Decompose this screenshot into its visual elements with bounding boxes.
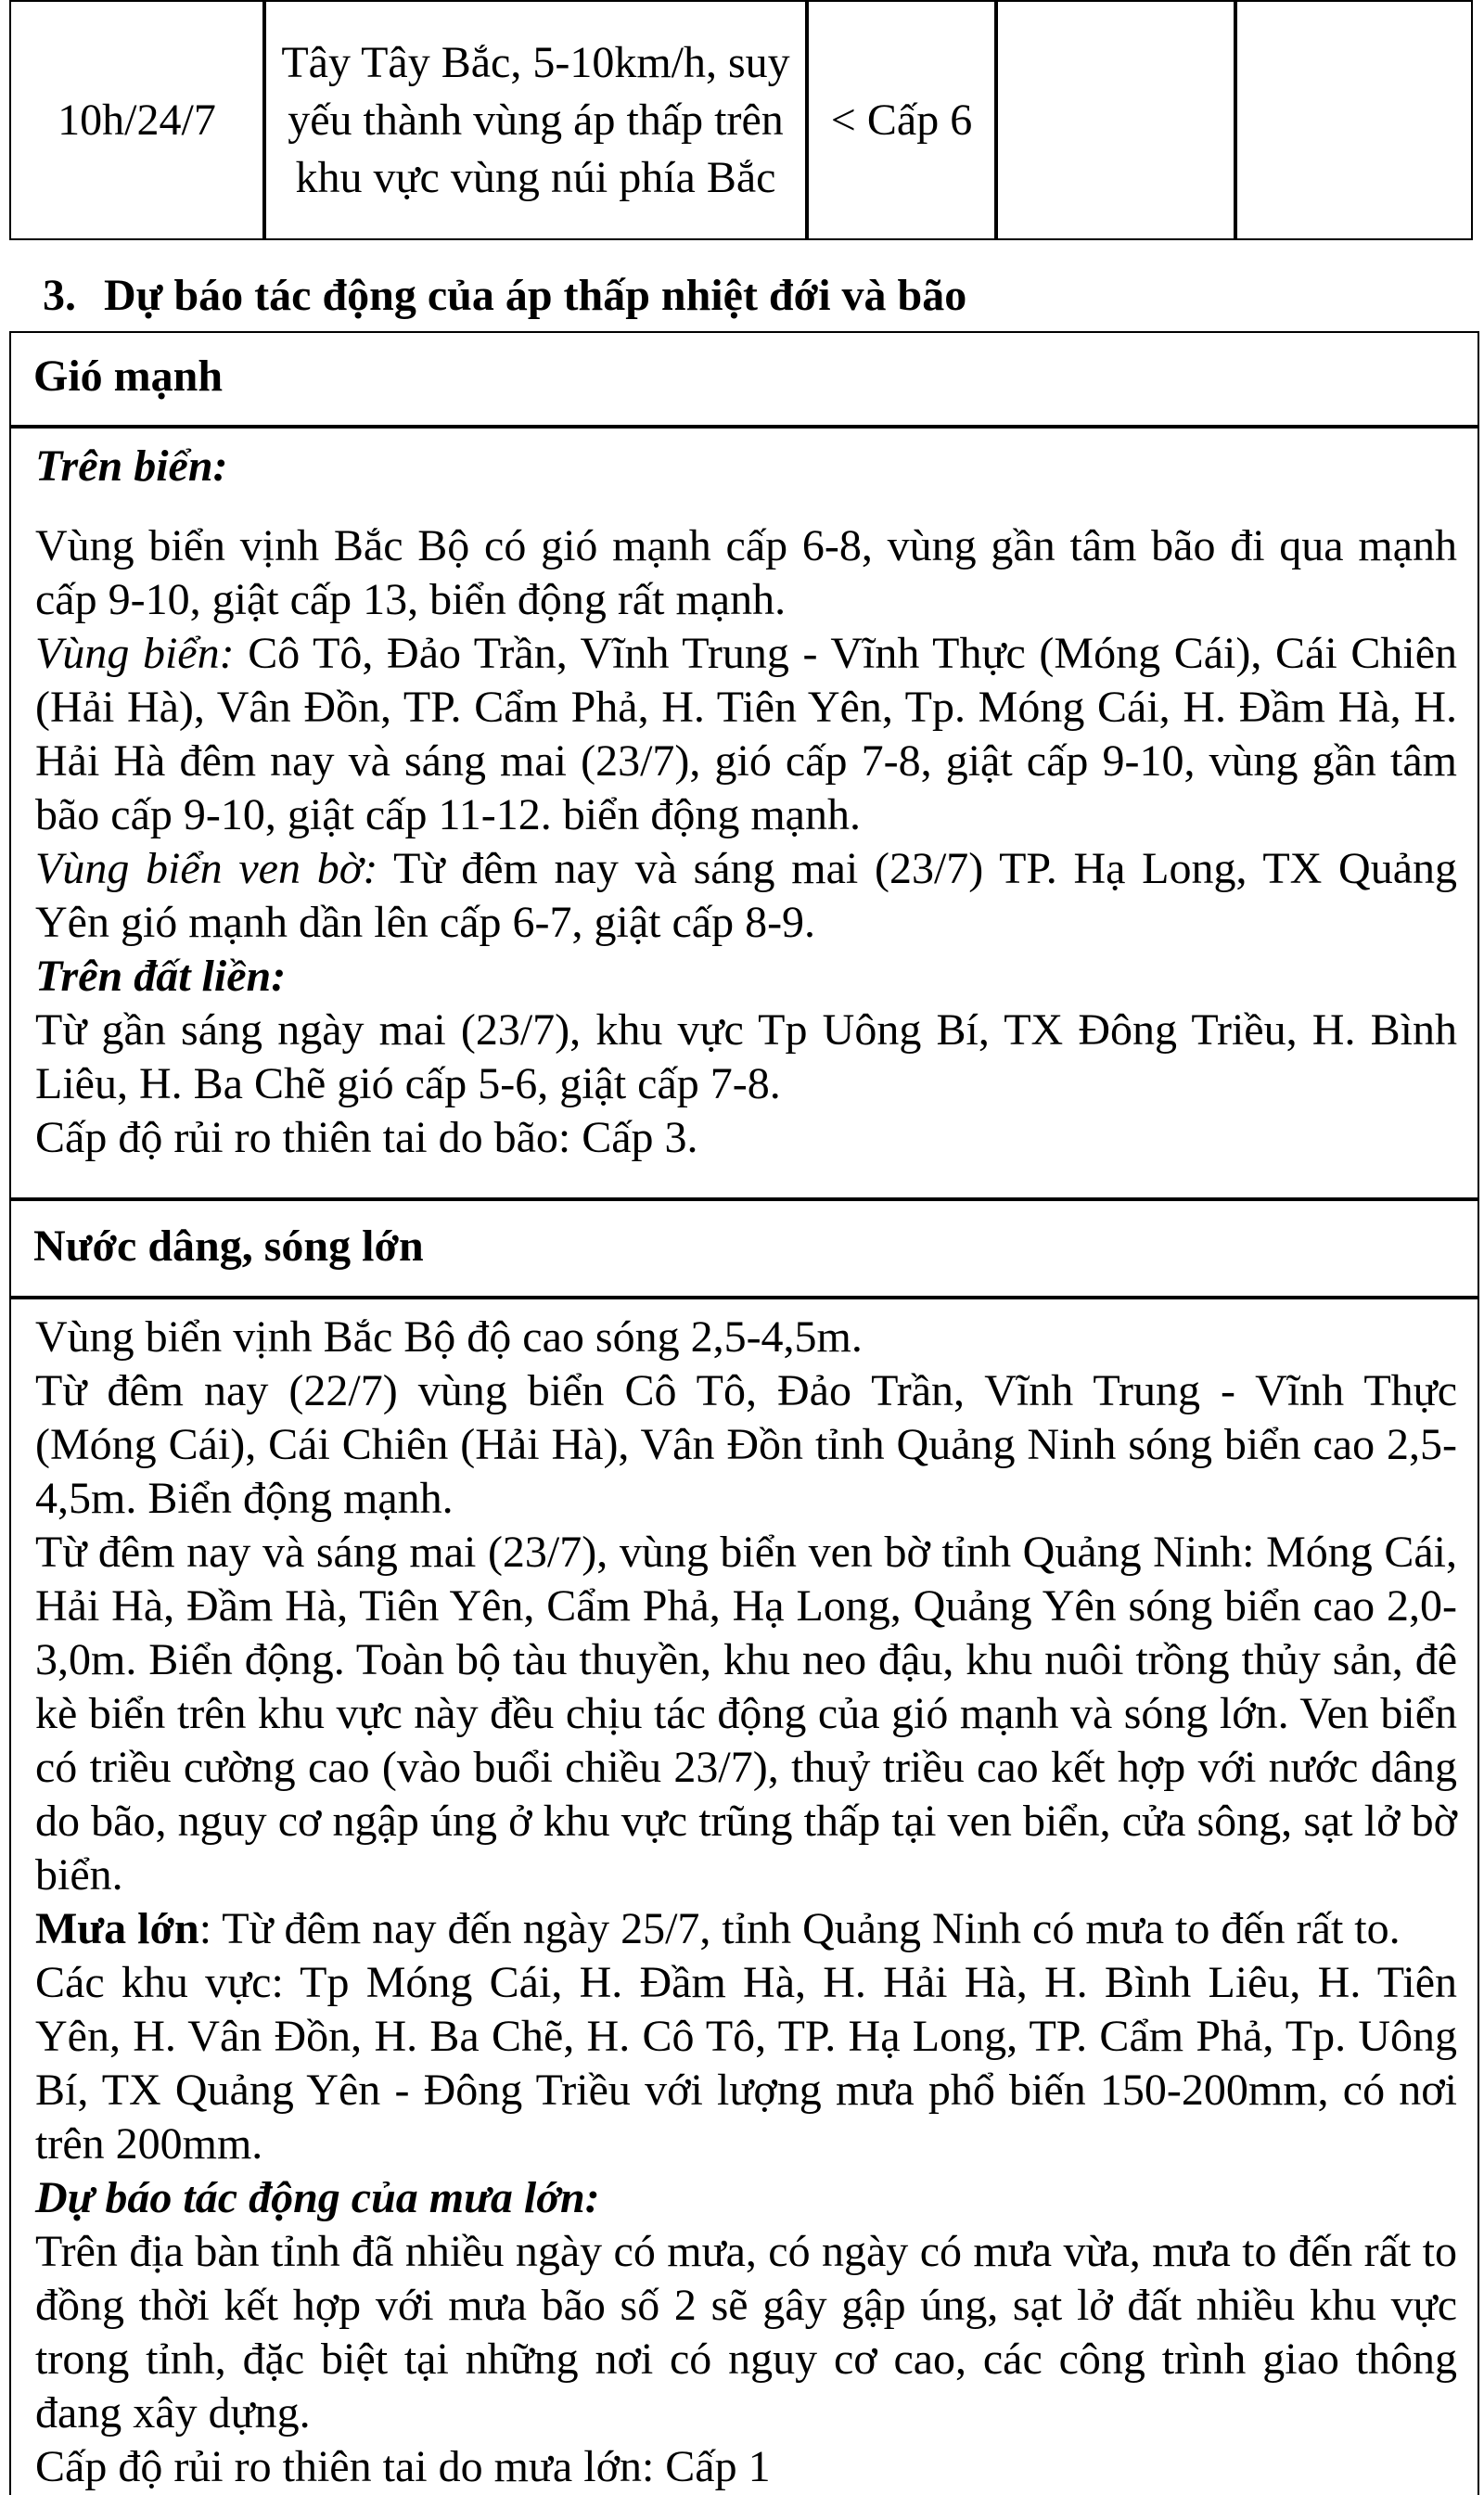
- paragraph-heavy-rain: Mưa lớn: Từ đêm nay đến ngày 25/7, tỉnh Quảng Ninh có mưa to đến rất to.: [35, 1904, 1401, 1953]
- section-number: 3.: [43, 271, 76, 320]
- forecast-row: [9, 0, 1473, 240]
- paragraph-gulf-waves: Vùng biển vịnh Bắc Bộ độ cao sóng 2,5-4,5m.: [35, 1312, 863, 1362]
- forecast-empty-cell-1: [996, 0, 1235, 240]
- paragraph-gulf-wind: Vùng biển vịnh Bắc Bộ có gió mạnh cấp 6-8, vùng gần tâm bão đi qua mạnh cấp 9-10, giật cấp 13, biển động rất mạnh.: [35, 521, 1457, 624]
- wind-body-row: [9, 427, 1479, 1199]
- impact-table: [9, 331, 1479, 2495]
- surge-header-cell: Nước dâng, sóng lớn: [9, 1199, 1479, 1298]
- forecast-intensity-cell: < Cấp 6: [807, 0, 996, 240]
- paragraph-storm-risk-level: Cấp độ rủi ro thiên tai do bão: Cấp 3.: [35, 1113, 698, 1162]
- wind-header-row: [9, 331, 1479, 427]
- forecast-empty-cell-2: [1235, 0, 1473, 240]
- surge-body-cell: [9, 1298, 1479, 2495]
- paragraph-land-label: Trên đất liền:: [35, 952, 287, 1001]
- section-title: Dự báo tác động của áp thấp nhiệt đới và bão: [104, 271, 967, 320]
- paragraph-sea-areas: Vùng biển: Cô Tô, Đảo Trần, Vĩnh Trung - Vĩnh Thực (Móng Cái), Cái Chiên (Hải Hà), Vân Đồn, TP. Cẩm Phả, H. Tiên Yên, Tp. Móng Cái, H. Đầm Hà, H. Hải Hà đêm nay và sáng mai (23/7), gió cấp 7-8, giật cấp 9-10, vùng gần tâm bão cấp 9-10, giật cấp 11-12. biển động mạnh.: [35, 629, 1457, 839]
- paragraph-rain-risk-level: Cấp độ rủi ro thiên tai do mưa lớn: Cấp 1: [35, 2442, 771, 2491]
- paragraph-land-wind: Từ gần sáng ngày mai (23/7), khu vực Tp Uông Bí, TX Đông Triều, H. Bình Liêu, H. Ba Chẽ gió cấp 5-6, giật cấp 7-8.: [35, 1005, 1457, 1108]
- wind-header-cell: Gió mạnh: [9, 331, 1479, 427]
- section-heading: [43, 270, 1484, 322]
- forecast-movement-cell: Tây Tây Bắc, 5-10km/h, suy yếu thành vùng áp thấp trên khu vực vùng núi phía Bắc: [264, 0, 807, 240]
- forecast-time-cell: 10h/24/7: [9, 0, 264, 240]
- paragraph-island-waves: Từ đêm nay (22/7) vùng biển Cô Tô, Đảo Trần, Vĩnh Trung - Vĩnh Thực (Móng Cái), Cái Chiên (Hải Hà), Vân Đồn tỉnh Quảng Ninh sóng biển cao 2,5-4,5m. Biển động mạnh.: [35, 1366, 1457, 1523]
- paragraph-coastal-sea: Vùng biển ven bờ: Từ đêm nay và sáng mai (23/7) TP. Hạ Long, TX Quảng Yên gió mạnh dần lên cấp 6-7, giật cấp 8-9.: [35, 844, 1458, 947]
- paragraph-rain-impact-label: Dự báo tác động của mưa lớn:: [35, 2173, 600, 2222]
- surge-header-row: [9, 1199, 1479, 1298]
- paragraph-rain-areas: Các khu vực: Tp Móng Cái, H. Đầm Hà, H. Hải Hà, H. Bình Liêu, H. Tiên Yên, H. Vân Đồn, H. Ba Chẽ, H. Cô Tô, TP. Hạ Long, TP. Cẩm Phả, Tp. Uông Bí, TX Quảng Yên - Đông Triều với lượng mưa phổ biến 150-200mm, có nơi trên 200mm.: [35, 1958, 1457, 2169]
- paragraph-sea-label: Trên biển:: [35, 441, 228, 491]
- paragraph-rain-impact: Trên địa bàn tỉnh đã nhiều ngày có mưa, có ngày có mưa vừa, mưa to đến rất to đồng thời kết hợp với mưa bão số 2 sẽ gây gập úng, sạt lở đất nhiều khu vực trong tỉnh, đặc biệt tại những nơi có nguy cơ cao, các công trình giao thông đang xây dựng.: [35, 2227, 1457, 2437]
- wind-body-cell: [9, 427, 1479, 1199]
- surge-body-row: [9, 1298, 1479, 2495]
- forecast-track-table: [9, 0, 1473, 240]
- paragraph-coastal-waves: Từ đêm nay và sáng mai (23/7), vùng biển ven bờ tỉnh Quảng Ninh: Móng Cái, Hải Hà, Đầm Hà, Tiên Yên, Cẩm Phả, Hạ Long, Quảng Yên sóng biển cao 2,0-3,0m. Biển động. Toàn bộ tàu thuyền, khu neo đậu, khu nuôi trồng thủy sản, đê kè biển trên khu vực này đều chịu tác động của gió mạnh và sóng lớn. Ven biển có triều cường cao (vào buổi chiều 23/7), thuỷ triều cao kết hợp với nước dâng do bão, nguy cơ ngập úng ở khu vực trũng thấp tại ven biển, cửa sông, sạt lở bờ biển.: [35, 1528, 1457, 1900]
